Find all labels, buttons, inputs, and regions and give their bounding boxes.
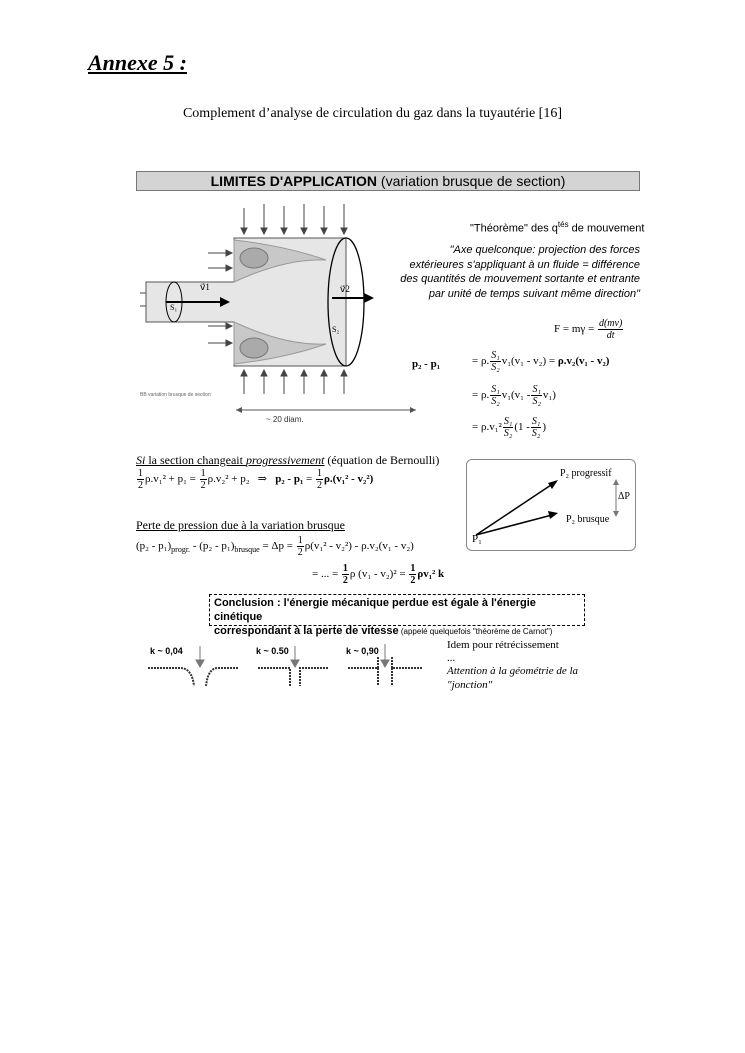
half-den-1: 2 [138, 480, 143, 491]
idem-line-1: Idem pour rétrécissement [447, 639, 559, 651]
force-lhs: F = mγ = [554, 323, 595, 336]
diagram-caption: BB variation brusque de section [140, 392, 211, 398]
perte-d: ρ(v₁² - v₂²) - ρ.v₂(v₁ - v₂) [304, 540, 414, 553]
theorem-line-4: par unité de temps suivant même direction" [428, 287, 640, 300]
eq3-mid: (1 - [514, 421, 530, 434]
eq1-s1: S₁ [491, 350, 500, 361]
delta-up-arrow [613, 479, 619, 485]
v2-arrow-head [364, 293, 374, 303]
idem-dots: ... [447, 652, 456, 664]
theorem-line-3: des quantités de mouvement sortante et entrante [400, 273, 640, 285]
bern-e: ρ.(v₁² - v₂²) [323, 473, 374, 486]
perte-heading: Perte de pression due à la variation brusque [136, 518, 345, 532]
theorem-statement [400, 243, 640, 301]
eq2-mid: v₁(v₁ - [501, 389, 531, 402]
theorem-line-2: extérieures s'appliquant à un fluide = différence [409, 258, 640, 271]
bern-c: p₂ - p₁ [275, 473, 304, 486]
perte2-c: ρv₁² k [417, 568, 445, 581]
bernoulli-si: Si [136, 453, 146, 467]
sharp-junction-left [258, 668, 290, 686]
eq3-prefix: = ρ.v₁² [472, 421, 502, 434]
eq2-prefix: = ρ. [472, 389, 490, 402]
half-num-3: 1 [316, 468, 322, 479]
half-num-6: 1 [410, 563, 416, 574]
perte-formula-2 [312, 563, 444, 586]
reentrant-junction-left [348, 656, 378, 686]
conclusion-box [209, 594, 585, 637]
equation-line-2 [472, 384, 556, 407]
k-value-3: k ~ 0,90 [346, 646, 379, 656]
k-value-2: k ~ 0.50 [256, 646, 289, 656]
progressive-vector [476, 483, 554, 535]
progressive-arrowhead [548, 480, 558, 489]
rounded-junction-left [148, 668, 194, 686]
dim-arrow-left [236, 407, 242, 413]
p2-progressive-label: P₂ progressif [560, 468, 612, 479]
eq1-prefix: = ρ. [472, 355, 490, 368]
banner-bold: LIMITES D'APPLICATION [210, 173, 378, 189]
theorem-title-b: de mouvement [568, 222, 645, 235]
implies-arrow: ⇒ [257, 473, 268, 486]
perte-formula-1 [136, 535, 414, 558]
delta-down-arrow [613, 511, 619, 517]
half-den-5: 2 [342, 575, 348, 586]
half-num-5: 1 [342, 563, 348, 574]
eq3-end: ) [542, 421, 547, 434]
sharp-junction-right [300, 668, 328, 686]
half-den-3: 2 [316, 480, 322, 491]
eq3-s2: S₂ [503, 428, 513, 439]
bern-a: ρ.v₁² + p₁ = [145, 473, 196, 486]
equation-line-1 [472, 350, 609, 373]
reentrant-junction-right [392, 656, 422, 686]
rounded-junction-right [206, 668, 238, 686]
document-subtitle: Complement d’analyse de circulation du gaz dans la tuyautérie [16] [182, 106, 563, 121]
top-pressure-arrows [241, 204, 347, 234]
half-num-2: 1 [200, 468, 206, 479]
lower-eddy [240, 338, 268, 358]
brusque-vector [476, 515, 552, 535]
s1-label: S₁ [170, 303, 178, 312]
perte2-a: = ... = [312, 568, 339, 581]
theorem-title-a: "Théorème" des q [470, 222, 558, 235]
bottom-pressure-arrows [241, 370, 347, 394]
annex-title: Annexe 5 : [88, 50, 187, 75]
half-num-1: 1 [138, 468, 143, 479]
eq2-s2: S₂ [491, 396, 500, 407]
force-den: dt [606, 330, 615, 341]
half-den-4: 2 [297, 547, 303, 558]
idem-line-3: "jonction" [447, 679, 493, 691]
eq3-s1b: S₁ [531, 416, 541, 427]
perte2-b: ρ (v₁ - v₂)² = [349, 568, 406, 581]
eq2-s1b: S₁ [532, 384, 541, 395]
p1-label: P₁ [472, 533, 482, 545]
dim-arrow-right [410, 407, 416, 413]
sudden-expansion-diagram [136, 198, 436, 426]
junction-arrows [196, 644, 389, 667]
bernoulli-eq-name: (équation de Bernoulli) [324, 453, 440, 467]
bern-d: = [306, 473, 313, 486]
upper-eddy [240, 248, 268, 268]
pressure-diff-lhs: p₂ - p₁ [412, 358, 440, 370]
eq2-s2b: S₂ [532, 396, 541, 407]
perte-a-sub: progr. [171, 545, 191, 555]
perte-c: = Δp = [259, 540, 293, 553]
perte-b-sub: brusque [234, 545, 260, 555]
force-num: d(mv) [598, 318, 623, 329]
half-den-6: 2 [410, 575, 416, 586]
brusque-arrowhead [548, 511, 558, 519]
half-num-4: 1 [297, 535, 303, 546]
eq3-s2b: S₂ [531, 428, 541, 439]
theorem-title [470, 220, 644, 235]
conclusion-line-2-wrap [214, 624, 580, 639]
dimension-label: ~ 20 diam. [266, 415, 304, 424]
bernoulli-formula [136, 468, 373, 491]
eq1-result: ρ.v₂(v₁ - v₂) [557, 355, 610, 368]
p2-brusque-label: P₂ brusque [566, 514, 610, 525]
idem-line-2: Attention à la géométrie de la [447, 665, 579, 677]
eq1-mid: v₁(v₁ - v₂) = [501, 355, 556, 368]
eq2-s1: S₁ [491, 384, 500, 395]
junction-geometries [140, 640, 440, 692]
bern-b: ρ.v₂² + p₂ [207, 473, 250, 486]
conclusion-line-1: Conclusion : l'énergie mécanique perdue est égale à l'énergie cinétique [214, 597, 536, 623]
theorem-title-sup: tés [557, 220, 569, 229]
equation-line-3 [472, 416, 546, 439]
v1-label: v⃗1 [200, 282, 210, 292]
force-formula [554, 318, 624, 341]
bernoulli-heading [136, 453, 439, 468]
conclusion-carnot: (appelé quelquefois "théorème de Carnot") [398, 627, 553, 636]
eq2-end: v₁) [542, 389, 556, 402]
perte-a: (p₂ - p₁) [136, 540, 172, 553]
v2-label: v⃗2 [340, 284, 350, 294]
k-value-1: k ~ 0,04 [150, 646, 183, 656]
half-den-2: 2 [200, 480, 206, 491]
bernoulli-prog: progressivement [245, 453, 325, 467]
banner-rest: (variation brusque de section) [377, 173, 566, 189]
eq3-s1: S₁ [503, 416, 513, 427]
perte-b: - (p₂ - p₁) [190, 540, 235, 553]
delta-p-label: ΔP [618, 491, 630, 502]
bernoulli-text: la section changeait [145, 453, 246, 467]
theorem-line-1: "Axe quelconque: projection des forces [449, 244, 640, 256]
section-banner [136, 171, 640, 191]
s2-label: S₂ [332, 325, 340, 334]
eq1-s2: S₂ [491, 362, 500, 373]
conclusion-line-2: correspondant à la perte de vitesse [214, 625, 399, 637]
